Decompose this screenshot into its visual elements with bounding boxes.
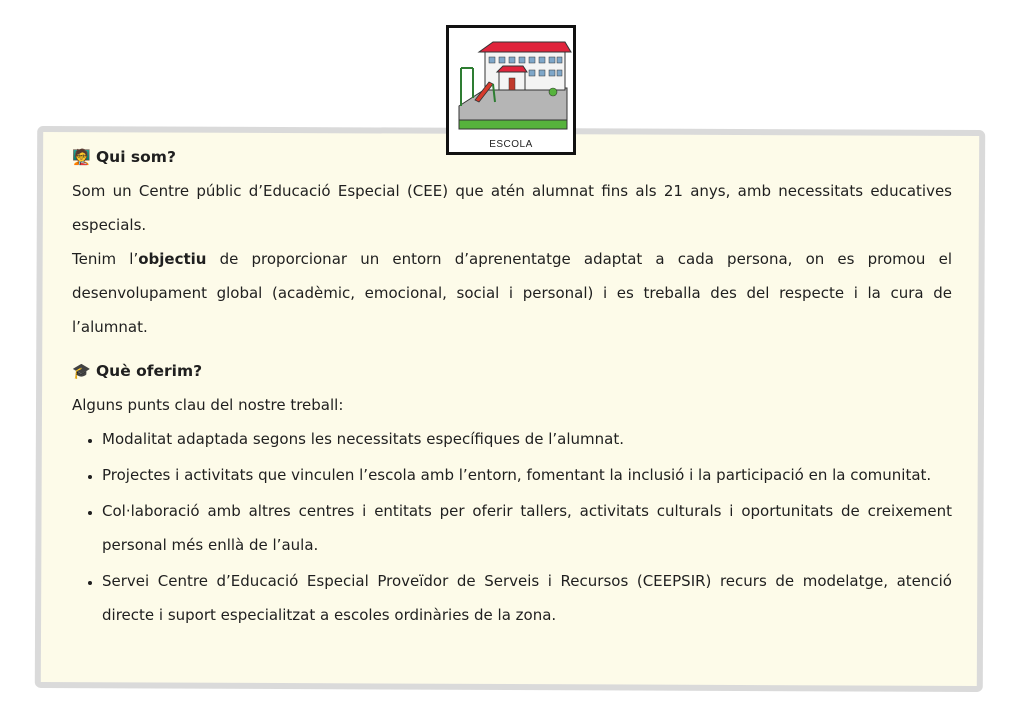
paragraph-text: Tenim l’ bbox=[72, 250, 139, 268]
paragraph-text: de proporcionar un entorn d’aprenentatge adaptat a cada persona, on es promou el desenvolupament global (acadèmic, emocional, social i personal) i es treballa des del respecte i la cura de l’alumnat. bbox=[72, 250, 952, 336]
school-pictogram bbox=[446, 25, 576, 155]
list-item: • Projectes i activitats que vinculen l’escola amb l’entorn, fomentant la inclusió i la participació en la comunitat. bbox=[102, 458, 952, 492]
paragraph-intro: Som un Centre públic d’Educació Especial (CEE) que atén alumnat fins als 21 anys, amb necessitats educatives especials. bbox=[72, 182, 952, 234]
list-intro: Alguns punts clau del nostre treball: bbox=[72, 396, 344, 414]
paragraph-objective bbox=[72, 242, 952, 344]
section-heading-que-oferim bbox=[72, 354, 952, 388]
main-content bbox=[72, 140, 952, 634]
list-item: • Modalitat adaptada segons les necessitats específiques de l’alumnat. bbox=[102, 422, 952, 456]
list-item: • Col·laboració amb altres centres i entitats per oferir tallers, activitats culturals i oportunitats de creixement personal més enllà de l’aula. bbox=[102, 494, 952, 562]
heading-text: Què oferim? bbox=[96, 362, 203, 380]
objective-bold: objectiu bbox=[138, 250, 207, 268]
pictogram-label: ESCOLA bbox=[489, 139, 533, 150]
school-building-icon bbox=[449, 28, 573, 138]
teacher-icon: 🧑‍🏫 bbox=[72, 148, 91, 166]
heading-text: Qui som? bbox=[96, 148, 176, 166]
key-points-list bbox=[72, 422, 952, 632]
list-item: • Servei Centre d’Educació Especial Proveïdor de Serveis i Recursos (CEEPSIR) recurs de modelatge, atenció directe i suport especialitzat a escoles ordinàries de la zona. bbox=[102, 564, 952, 632]
graduation-cap-icon: 🎓 bbox=[72, 362, 91, 380]
